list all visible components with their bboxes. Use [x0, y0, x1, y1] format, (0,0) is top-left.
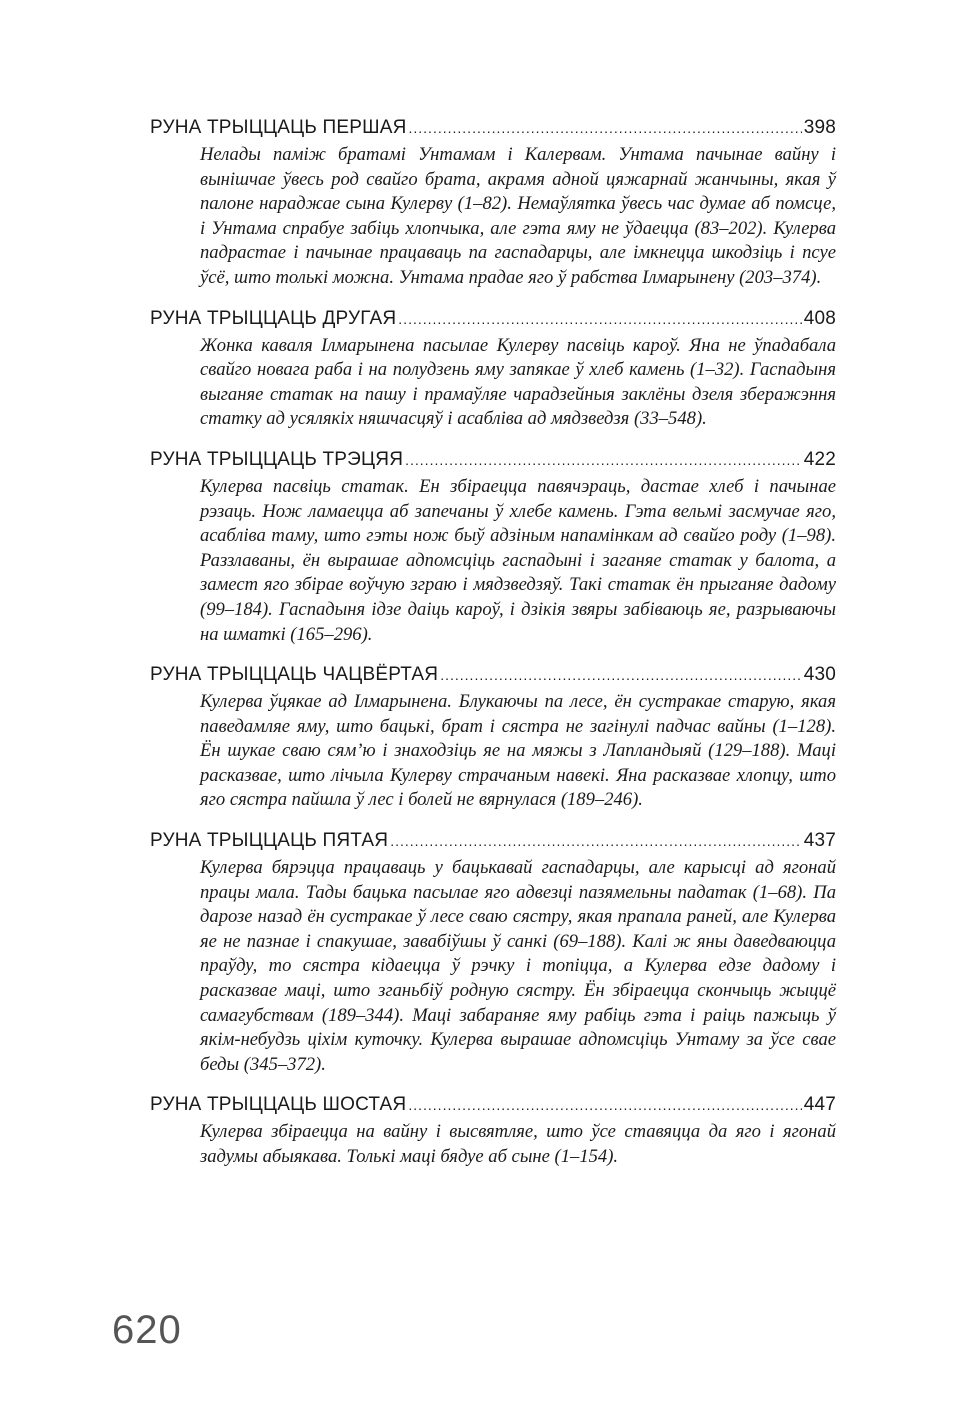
toc-entry-heading[interactable] — [150, 659, 836, 690]
toc-entry-heading[interactable] — [150, 303, 836, 334]
toc-entry-summary: Кулерва бярэцца працаваць у бацькавай гаспадарцы, але карысці ад ягонай працы мала. Тады бацька пасылае яго адвезці пазямельны падатак (1–68). Па дарозе назад ён сустракае ў лесе сваю сястру, якая прапала раней, але Кулерва яе не пазнае і спакушае, завабіўшы ў санкі (69–188). Калі ж яны даведваюцца праўду, то сястра кідаецца ў рэчку і топіцца, а Кулерва едзе дадому і расказвае маці, што зганьбіў родную сястру. Ён збіраецца скончыць жыццё самагубствам (189–344). Маці забараняе яму рабіць гэта і раіць пажыць ў якім-небудзь ціхім куточку. Кулерва вырашае адпомсціць Унтаму за ўсе свае беды (345–372). — [200, 857, 836, 1075]
toc-entry-summary: Кулерва пасвіць статак. Ен збіраецца павячэраць, дастае хлеб і пачынае рэзаць. Нож ламаецца аб запечаны ў хлебе камень. Гэта вельмі засмучае яго, асабліва таму, што гэты нож быў адзіным напамінкам ад свайго роду (1–98). Раззлаваны, ён вырашае адпомсціць гаспадыні і заганяе статак у балота, а замест яго збірае воўчую зграю і мядзведзяў. Такі статак ён прыганяе дадому (99–184). Гаспадыня ідзе даіць кароў, і дзікія звяры забіваюць яе, разрываючы на шматкі (165–296). — [200, 475, 836, 645]
dot-leader — [409, 113, 802, 144]
toc-entry — [150, 444, 836, 647]
toc-entry-page: 422 — [803, 448, 836, 470]
toc-entry-title: РУНА ТРЫЦЦАЦЬ ДРУГАЯ — [150, 307, 397, 329]
toc-entry-title: РУНА ТРЫЦЦАЦЬ ПЯТАЯ — [150, 830, 389, 852]
dot-leader — [440, 660, 801, 691]
toc-entry-title: РУНА ТРЫЦЦАЦЬ ТРЭЦЯЯ — [150, 448, 404, 470]
dot-leader — [408, 1090, 801, 1121]
toc-entry-summary: Жонка каваля Ілмарынена пасылае Кулерву пасвіць кароў. Яна не ўпадабала свайго новага раба і на полудзень яму запякае ў хлеб камень (1–32). Гаспадыня выганяе статак на пашу і прамаўляе чарадзейныя заклёны дзеля зберажэння статку ад усялякіх няшчасцяў і асабліва ад мядзведзя (33–548). — [200, 334, 836, 430]
toc-entry-page: 447 — [803, 1094, 836, 1116]
toc-entry-heading[interactable] — [150, 825, 836, 856]
toc-entry-summary: Кулерва збіраецца на вайну і высвятляе, што ўсе ставяцца да яго і ягонай задумы абыякава. Толькі маці бядуе аб сыне (1–154). — [200, 1121, 836, 1167]
table-of-contents — [150, 112, 836, 1182]
toc-entry — [150, 1089, 836, 1169]
toc-entry-title: РУНА ТРЫЦЦАЦЬ ШОСТАЯ — [150, 1094, 407, 1116]
toc-entry-page: 408 — [803, 307, 836, 329]
toc-entry-heading[interactable] — [150, 444, 836, 475]
toc-entry — [150, 303, 836, 432]
toc-entry — [150, 659, 836, 813]
page-number: 620 — [112, 1308, 182, 1352]
toc-entry — [150, 825, 836, 1077]
toc-entry-summary: Кулерва ўцякае ад Ілмарынена. Блукаючы па лесе, ён сустракае старую, якая паведамляе яму, што бацькі, брат і сястра не загінулі падчас вайны (1–128). Ён шукае сваю сям’ю і знаходзіць яе на мяжы з Лапландыяй (129–188). Маці расказвае, што лічыла Кулерву страчаным навекі. Яна расказвае хлопцу, што яго сястра пайшла ў лес і болей не вярнулася (189–246). — [200, 691, 836, 811]
toc-entry-heading[interactable] — [150, 112, 836, 143]
toc-entry — [150, 112, 836, 291]
toc-entry-page: 437 — [803, 830, 836, 852]
toc-entry-page: 430 — [803, 664, 836, 686]
toc-entry-title: РУНА ТРЫЦЦАЦЬ ЧАЦВЁРТАЯ — [150, 664, 439, 686]
toc-entry-summary: Нелады паміж братамі Унтамам і Калервам. Унтама пачынае вайну і вынішчае ўвесь род свайго брата, акрамя адной цяжарнай жанчыны, якая ў палоне нараджае сына Кулерву (1–82). Немаўлятка ўвесь час думае аб помсце, і Унтама спрабуе забіць хлопчыка, але гэта яму не ўдаецца (83–202). Кулерва падрастае і пачынае працаваць па гаспадарцы, але імкнецца шкодзіць і псуе ўсё, што толькі можна. Унтама прадае яго ў рабства Ілмарынену (203–374). — [200, 144, 836, 288]
dot-leader — [390, 826, 801, 857]
dot-leader — [405, 445, 802, 476]
toc-entry-page: 398 — [803, 117, 836, 138]
toc-entry-title: РУНА ТРЫЦЦАЦЬ ПЕРШАЯ — [150, 117, 407, 138]
toc-entry-heading[interactable] — [150, 1089, 836, 1120]
dot-leader — [398, 304, 801, 335]
